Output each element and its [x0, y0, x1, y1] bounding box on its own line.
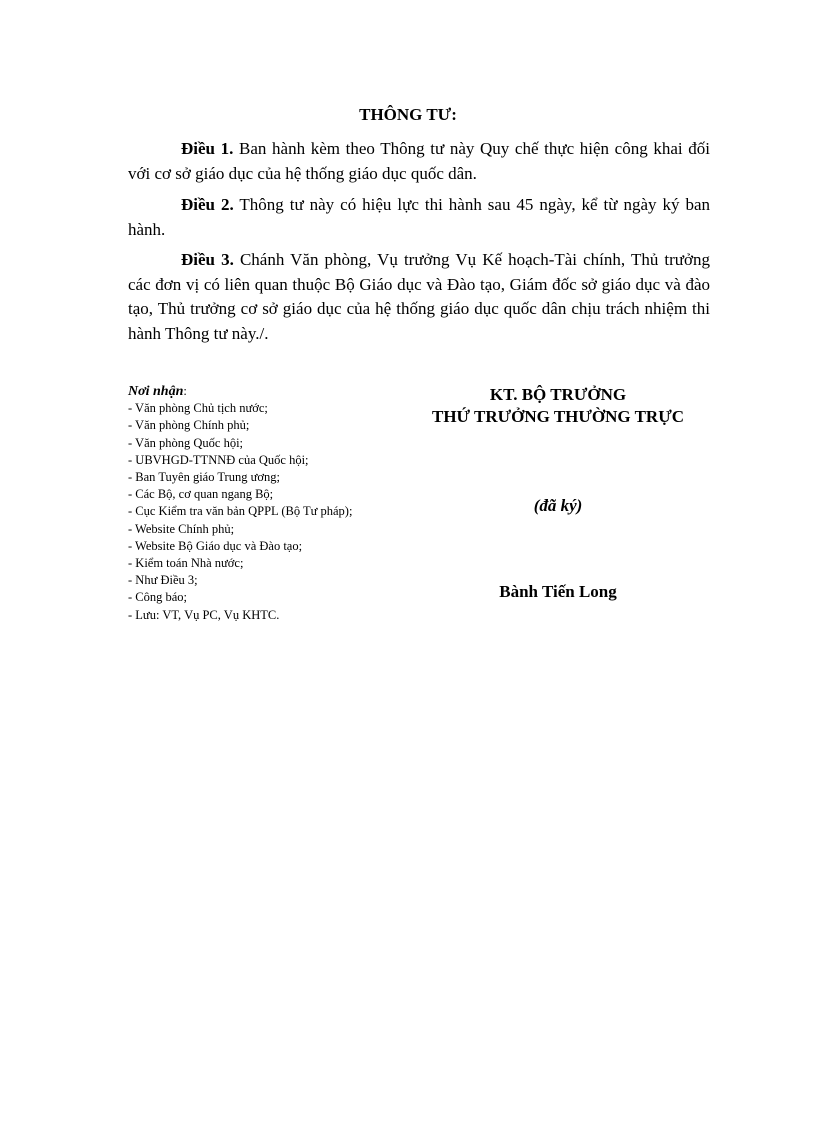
- recipients-block: [128, 383, 368, 624]
- recipients-title: Nơi nhận: [128, 384, 184, 399]
- recipient-item: - Website Chính phủ;: [128, 521, 235, 536]
- recipients-heading: [128, 383, 368, 400]
- recipient-item: - UBVHGD-TTNNĐ của Quốc hội;: [128, 452, 309, 467]
- recipient-item: - Cục Kiểm tra văn bản QPPL (Bộ Tư pháp);: [128, 504, 353, 519]
- article-3-number: Điều 3.: [181, 250, 234, 269]
- article-2-text: Thông tư này có hiệu lực thi hành sau 45 ngày, kể từ ngày ký ban hành.: [128, 195, 710, 239]
- recipient-item: - Các Bộ, cơ quan ngang Bộ;: [128, 487, 274, 502]
- signature-block: [400, 384, 716, 602]
- recipient-item: - Văn phòng Chủ tịch nước;: [128, 401, 268, 416]
- signatory-name: Bành Tiến Long: [499, 582, 617, 601]
- article-3: [128, 248, 710, 346]
- recipient-item: - Ban Tuyên giáo Trung ương;: [128, 470, 280, 485]
- article-1-text: Ban hành kèm theo Thông tư này Quy chế thực hiện công khai đối với cơ sở giáo dục của hệ thống giáo dục quốc dân.: [128, 139, 710, 183]
- recipient-item: - Website Bộ Giáo dục và Đào tạo;: [128, 538, 303, 553]
- signature-authority: KT. BỘ TRƯỞNG: [489, 385, 627, 404]
- article-2: [128, 193, 710, 242]
- document-heading: THÔNG TƯ:: [359, 105, 457, 124]
- recipient-item: - Văn phòng Quốc hội;: [128, 435, 244, 450]
- article-2-number: Điều 2.: [181, 195, 234, 214]
- recipient-item: - Kiểm toán Nhà nước;: [128, 556, 244, 571]
- signature-signed-note: (đã ký): [533, 496, 583, 515]
- recipient-item: - Như Điều 3;: [128, 573, 198, 588]
- recipient-item: - Công báo;: [128, 590, 188, 605]
- article-1: [128, 137, 710, 186]
- recipients-colon: :: [183, 384, 187, 398]
- signature-position: THỨ TRƯỞNG THƯỜNG TRỰC: [431, 406, 685, 426]
- recipients-list: [128, 400, 368, 624]
- article-1-number: Điều 1.: [181, 139, 234, 158]
- article-3-text: Chánh Văn phòng, Vụ trưởng Vụ Kế hoạch-Tài chính, Thủ trưởng các đơn vị có liên quan thuộc Bộ Giáo dục và Đào tạo, Giám đốc sở giáo dục và đào tạo, Thủ trưởng cơ sở giáo dục của hệ thống giáo dục quốc dân chịu trách nhiệm thi hành Thông tư này./.: [128, 250, 711, 343]
- recipient-item: - Lưu: VT, Vụ PC, Vụ KHTC.: [128, 607, 280, 622]
- recipient-item: - Văn phòng Chính phủ;: [128, 418, 250, 433]
